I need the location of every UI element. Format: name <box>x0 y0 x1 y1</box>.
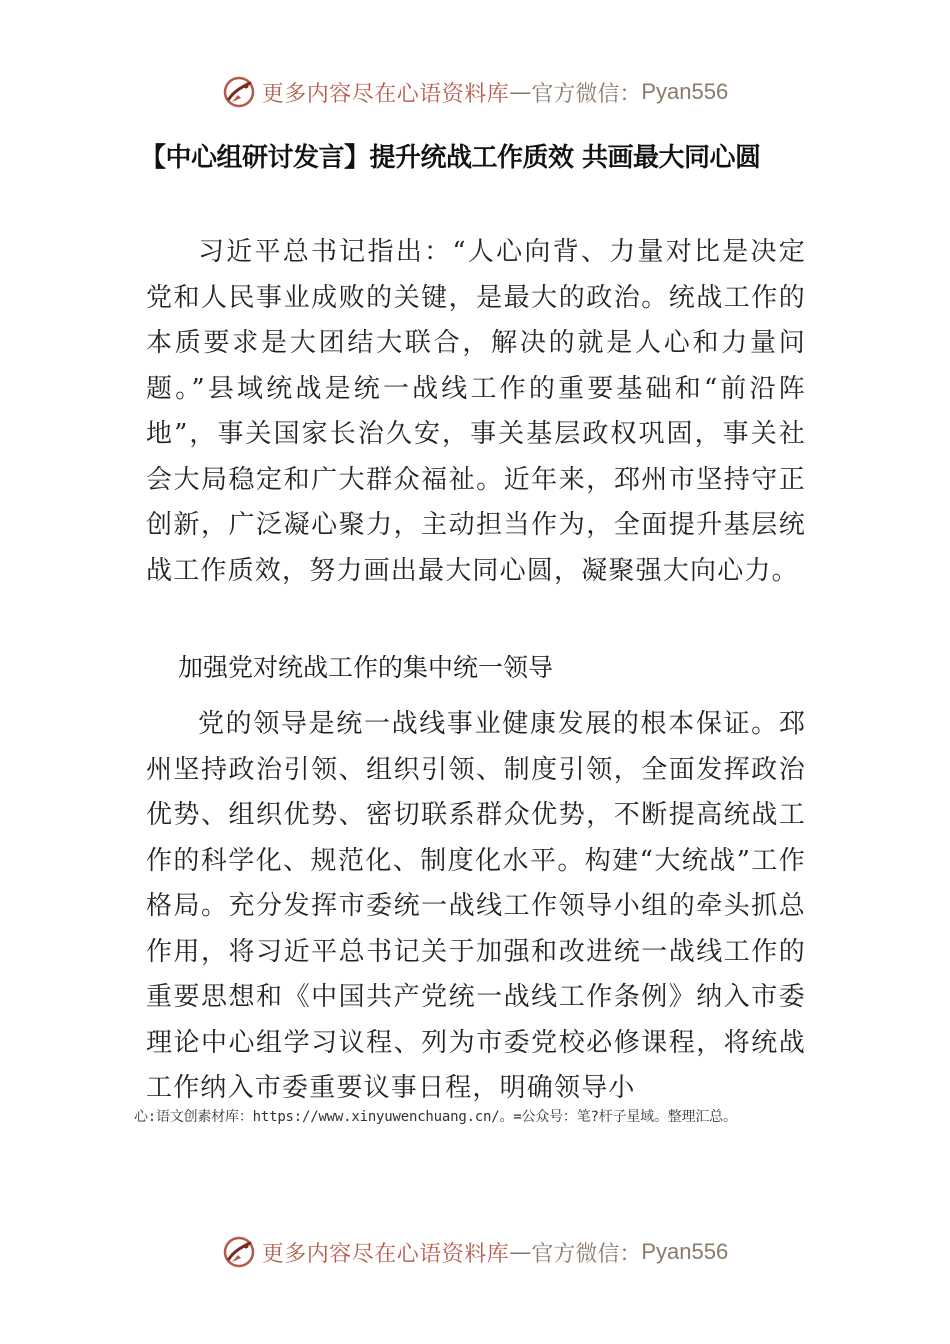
banner-separator: — <box>509 1239 532 1265</box>
writing-hand-icon <box>222 75 256 109</box>
source-note: 心:语文创素材库：https://www.xinyuwenchuang.cn/。=公众号：笔?杆子星域。整理汇总。 <box>134 1109 737 1125</box>
paragraph-leadership: 党的领导是统一战线事业健康发展的根本保证。邳州坚持政治引领、组织引领、制度引领，全面发挥政治优势、组织优势、密切联系群众优势，不断提高统战工作的科学化、规范化、制度化水平。构建“大统战”工作格局。充分发挥市委统一战线工作领导小组的牵头抓总作用，将习近平总书记关于加强和改进统一战线工作的重要思想和《中国共产党统一战线工作条例》纳入市委理论中心组学习议程、列为市委党校必修课程，将统战工作纳入市委重要议事日程，明确领导小 <box>146 709 806 1103</box>
banner-text: 更多内容尽在心语资料库 <box>261 81 510 107</box>
bottom-banner <box>0 1232 950 1272</box>
banner-wechat-id: Pyan556 <box>641 1239 729 1264</box>
section-heading: 加强党对统战工作的集中统一领导 <box>178 653 554 682</box>
banner-wechat-id: Pyan556 <box>641 79 729 104</box>
banner-separator: — <box>509 79 532 105</box>
page-title: 【中心组研讨发言】提升统战工作质效 共画最大同心圆 <box>140 143 761 173</box>
banner-wechat-label: 官方微信： <box>531 1241 642 1267</box>
banner-text: 更多内容尽在心语资料库 <box>261 1241 510 1267</box>
paragraph-intro: 习近平总书记指出：“人心向背、力量对比是决定党和人民事业成败的关键，是最大的政治。统战工作的本质要求是大团结大联合，解决的就是人心和力量问题。”县域统战是统一战线工作的重要基础和“前沿阵地”，事关国家长治久安，事关基层政权巩固，事关社会大局稳定和广大群众福祉。近年来，邳州市坚持守正创新，广泛凝心聚力，主动担当作为，全面提升基层统战工作质效，努力画出最大同心圆，凝聚强大向心力。 <box>146 237 806 586</box>
banner-wechat-label: 官方微信： <box>531 81 642 107</box>
writing-hand-icon <box>222 1235 256 1269</box>
top-banner <box>0 72 950 112</box>
